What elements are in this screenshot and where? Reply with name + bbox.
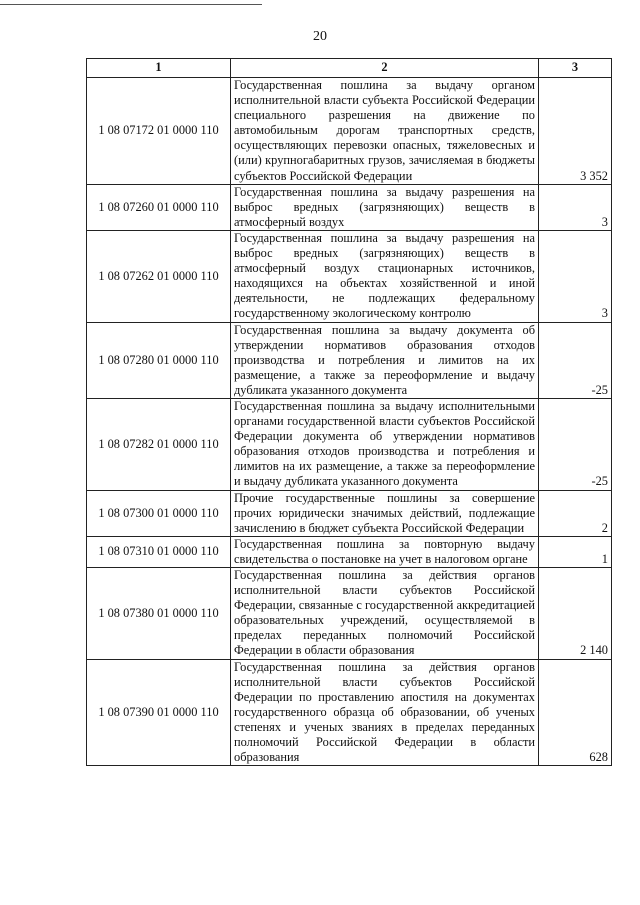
row-description: Прочие государственные пошлины за совершение прочих юридически значимых действий, подлежащие зачислению в бюджет субъекта Российской Федерации (231, 490, 539, 536)
table-header-row (87, 59, 612, 78)
table-row (87, 568, 612, 660)
page-number: 20 (313, 29, 327, 44)
row-description: Государственная пошлина за выдачу документа об утверждении нормативов образования отходов производства и потребления и лимитов на их размещение, а также за переоформление и выдачу дубликата указанного документа (231, 322, 539, 398)
row-code: 1 08 07282 01 0000 110 (87, 398, 231, 490)
row-code: 1 08 07390 01 0000 110 (87, 659, 231, 766)
row-value: 3 352 (539, 78, 612, 185)
row-code: 1 08 07380 01 0000 110 (87, 568, 231, 660)
row-description: Государственная пошлина за действия органов исполнительной власти субъектов Российской Федерации по проставлению апостиля на документах государственного образца об образовании, об ученых степенях и ученых званиях в пределах переданных полномочий Российской Федерации в области образования (231, 659, 539, 766)
row-code: 1 08 07172 01 0000 110 (87, 78, 231, 185)
row-value: 1 (539, 536, 612, 567)
table-row (87, 490, 612, 536)
row-description: Государственная пошлина за выдачу разрешения на выброс вредных (загрязняющих) веществ в атмосферный воздух (231, 184, 539, 230)
row-value: 2 (539, 490, 612, 536)
column-header-description: 2 (231, 59, 539, 78)
top-rule (0, 4, 262, 5)
row-value: 3 (539, 184, 612, 230)
column-header-code: 1 (87, 59, 231, 78)
table-row (87, 536, 612, 567)
row-description: Государственная пошлина за выдачу исполнительными органами государственной власти субъектов Российской Федерации документа об утверждении нормативов образования отходов производства и потребления и лимитов на их размещение, а также за переоформление и выдачу дубликата указанного документа (231, 398, 539, 490)
row-value: -25 (539, 398, 612, 490)
row-description: Государственная пошлина за выдачу разрешения на выброс вредных (загрязняющих) веществ в атмосферный воздух стационарных источников, находящихся на объектах хозяйственной и иной деятельности, не подлежащих федеральному государственному экологическому контролю (231, 230, 539, 322)
row-value: 2 140 (539, 568, 612, 660)
row-description: Государственная пошлина за действия органов исполнительной власти субъектов Российской Федерации, связанные с государственной аккредитацией образовательных учреждений, осуществляемой в пределах переданных полномочий Российской Федерации в области образования (231, 568, 539, 660)
column-header-value: 3 (539, 59, 612, 78)
table-row (87, 230, 612, 322)
row-code: 1 08 07262 01 0000 110 (87, 230, 231, 322)
budget-table (86, 58, 612, 766)
table-row (87, 659, 612, 766)
row-value: -25 (539, 322, 612, 398)
table-row (87, 398, 612, 490)
row-code: 1 08 07260 01 0000 110 (87, 184, 231, 230)
row-description: Государственная пошлина за выдачу органом исполнительной власти субъекта Российской Федерации специального разрешения на движение по автомобильным дорогам транспортных средств, осуществляющих перевозки опасных, тяжеловесных и (или) крупногабаритных грузов, зачисляемая в бюджеты субъектов Российской Федерации (231, 78, 539, 185)
table-row (87, 322, 612, 398)
row-code: 1 08 07300 01 0000 110 (87, 490, 231, 536)
row-code: 1 08 07310 01 0000 110 (87, 536, 231, 567)
row-code: 1 08 07280 01 0000 110 (87, 322, 231, 398)
row-value: 3 (539, 230, 612, 322)
table-row (87, 78, 612, 185)
row-description: Государственная пошлина за повторную выдачу свидетельства о постановке на учет в налоговом органе (231, 536, 539, 567)
table-row (87, 184, 612, 230)
row-value: 628 (539, 659, 612, 766)
